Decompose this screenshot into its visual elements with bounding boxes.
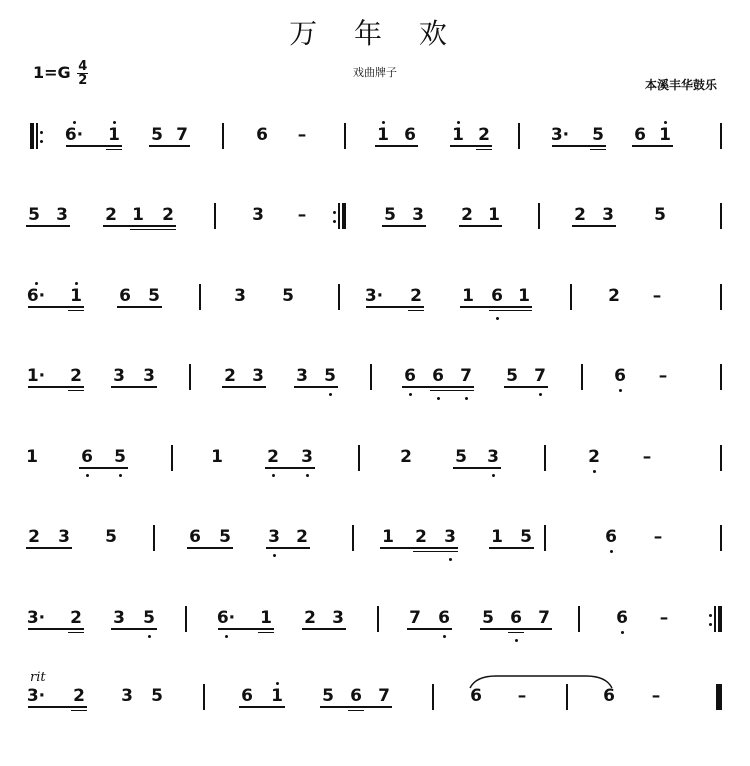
beam-line [408, 310, 424, 312]
beam-line [402, 386, 474, 388]
bar-line [720, 684, 722, 710]
note: 6 [404, 125, 416, 145]
octave-down-dot [593, 470, 596, 473]
beam-line [294, 386, 338, 388]
bar-line [544, 445, 546, 471]
note: 2 [400, 447, 412, 467]
octave-up-dot [664, 121, 667, 124]
bar-line [720, 445, 722, 471]
note: 3 [234, 286, 246, 306]
note: 5 [482, 608, 494, 628]
note: 1 [26, 447, 38, 467]
beam-line [103, 225, 176, 227]
repeat-dot [333, 220, 336, 223]
note: 2 [410, 286, 422, 306]
note: 5 [148, 286, 160, 306]
beam-line [489, 310, 532, 312]
note: – [297, 205, 307, 225]
octave-down-dot [619, 389, 622, 392]
note: – [642, 447, 652, 467]
beam-line [117, 306, 162, 308]
note: 6 [605, 527, 617, 547]
bar-line [203, 684, 205, 710]
note: 5 [654, 205, 666, 225]
bar-line [370, 364, 372, 390]
octave-down-dot [443, 635, 446, 638]
note: 6 [81, 447, 93, 467]
bar-line [352, 525, 354, 551]
bar-line [358, 445, 360, 471]
repeat-dot [40, 140, 43, 143]
note: 7 [378, 686, 390, 706]
note: 3 [301, 447, 313, 467]
octave-down-dot [273, 554, 276, 557]
bar-line [544, 525, 546, 551]
octave-down-dot [119, 474, 122, 477]
note: 6· [64, 125, 84, 145]
octave-down-dot [610, 550, 613, 553]
note: 5 [105, 527, 117, 547]
note: 1 [132, 205, 144, 225]
octave-down-dot [86, 474, 89, 477]
note: 6 [510, 608, 522, 628]
beam-line [187, 547, 233, 549]
bar-line [538, 203, 540, 229]
octave-up-dot [457, 121, 460, 124]
note: 3 [268, 527, 280, 547]
note: 1· [26, 366, 46, 386]
note: 2 [224, 366, 236, 386]
beam-line [68, 632, 84, 634]
bar-line [581, 364, 583, 390]
note: 1 [377, 125, 389, 145]
beam-line [430, 390, 474, 392]
note: 3 [113, 608, 125, 628]
tempo-mark-rit: rit [30, 670, 46, 685]
octave-down-dot [449, 558, 452, 561]
performer-credit: 本溪丰华鼓乐 [644, 78, 717, 92]
note: 2 [588, 447, 600, 467]
note: 3 [143, 366, 155, 386]
note: 1 [659, 125, 671, 145]
note: 1 [518, 286, 530, 306]
note: 6 [189, 527, 201, 547]
bar-line [338, 284, 340, 310]
note: 3 [444, 527, 456, 547]
note: 3 [412, 205, 424, 225]
beam-line [66, 145, 122, 147]
octave-down-dot [272, 474, 275, 477]
bar-line [344, 123, 346, 149]
bar-line [720, 284, 722, 310]
note: 2 [478, 125, 490, 145]
note: 2 [415, 527, 427, 547]
bar-line [518, 123, 520, 149]
note: 3· [364, 286, 384, 306]
note: 1 [462, 286, 474, 306]
octave-down-dot [465, 397, 468, 400]
repeat-end-thin [338, 203, 340, 229]
note: 6· [26, 286, 46, 306]
song-title: 万 年 欢 [289, 17, 461, 50]
beam-line [590, 149, 606, 151]
beam-line [320, 706, 392, 708]
bar-line [720, 525, 722, 551]
note: 5 [151, 686, 163, 706]
note: 6 [119, 286, 131, 306]
note: 3 [58, 527, 70, 547]
beam-line [375, 145, 418, 147]
note: 3· [550, 125, 570, 145]
beam-line [302, 628, 346, 630]
note: 2 [162, 205, 174, 225]
beam-line [348, 710, 364, 712]
note: 7 [534, 366, 546, 386]
bar-line [578, 606, 580, 632]
note: 7 [460, 366, 472, 386]
note: 5 [143, 608, 155, 628]
key-label: 1=G [33, 63, 71, 82]
note: – [653, 527, 663, 547]
octave-down-dot [539, 393, 542, 396]
octave-down-dot [515, 639, 518, 642]
note: 5 [592, 125, 604, 145]
repeat-dot [709, 623, 712, 626]
note: 3 [332, 608, 344, 628]
note: 5 [455, 447, 467, 467]
beam-line [489, 547, 534, 549]
note: – [297, 125, 307, 145]
beam-line [453, 467, 501, 469]
bar-line [222, 123, 224, 149]
note: – [651, 686, 661, 706]
bar-line [377, 606, 379, 632]
note: 6 [616, 608, 628, 628]
bar-line [214, 203, 216, 229]
beam-line [258, 632, 274, 634]
beam-line [28, 386, 84, 388]
note: 6 [614, 366, 626, 386]
beam-line [68, 390, 84, 392]
beam-line [106, 149, 122, 151]
note: 3 [113, 366, 125, 386]
note: 7 [409, 608, 421, 628]
note: 3 [252, 205, 264, 225]
octave-down-dot [306, 474, 309, 477]
note: 5 [219, 527, 231, 547]
note: 1 [108, 125, 120, 145]
bar-line [185, 606, 187, 632]
note: 7 [176, 125, 188, 145]
note: 2 [304, 608, 316, 628]
bar-line [720, 123, 722, 149]
beam-line [28, 628, 84, 630]
beam-line [111, 386, 157, 388]
note: 6 [603, 686, 615, 706]
note: 6 [470, 686, 482, 706]
octave-up-dot [75, 282, 78, 285]
bar-line [720, 203, 722, 229]
octave-down-dot [329, 393, 332, 396]
note: 5 [384, 205, 396, 225]
note: 2 [574, 205, 586, 225]
repeat-end-thick [718, 606, 722, 632]
beam-line [218, 628, 274, 630]
note: 2 [267, 447, 279, 467]
note: 1 [271, 686, 283, 706]
repeat-dot [40, 131, 43, 134]
octave-down-dot [409, 393, 412, 396]
beam-line [380, 547, 458, 549]
note: 3· [26, 686, 46, 706]
beam-line [407, 628, 452, 630]
note: 5 [114, 447, 126, 467]
note: 3 [121, 686, 133, 706]
beam-line [222, 386, 266, 388]
beam-line [130, 229, 176, 231]
beam-line [480, 628, 552, 630]
beam-line [149, 145, 190, 147]
beam-line [504, 386, 548, 388]
note: 1 [488, 205, 500, 225]
beam-line [366, 306, 424, 308]
note: 2 [28, 527, 40, 547]
bar-line [720, 364, 722, 390]
note: 2 [70, 608, 82, 628]
note: 2 [461, 205, 473, 225]
note: 3· [26, 608, 46, 628]
octave-down-dot [621, 631, 624, 634]
note: 2 [73, 686, 85, 706]
note: 6 [241, 686, 253, 706]
note: 5 [324, 366, 336, 386]
beam-line [79, 467, 128, 469]
repeat-dot [333, 211, 336, 214]
beam-line [450, 145, 492, 147]
beam-line [28, 706, 87, 708]
note: 1 [452, 125, 464, 145]
beam-line [266, 547, 310, 549]
note: 6 [634, 125, 646, 145]
octave-up-dot [35, 282, 38, 285]
note: 2 [296, 527, 308, 547]
beam-line [460, 306, 532, 308]
note: 6 [256, 125, 268, 145]
subtitle: 戏曲牌子 [353, 66, 397, 79]
note: – [652, 286, 662, 306]
bar-line [570, 284, 572, 310]
beam-line [632, 145, 673, 147]
note: 2 [105, 205, 117, 225]
beam-line [26, 547, 72, 549]
beam-line [239, 706, 285, 708]
octave-down-dot [496, 317, 499, 320]
note: 5 [520, 527, 532, 547]
note: – [658, 366, 668, 386]
bar-line [153, 525, 155, 551]
beam-line [572, 225, 616, 227]
note: 1 [491, 527, 503, 547]
note: 2 [608, 286, 620, 306]
time-numerator: 4 [78, 59, 88, 74]
note: 3 [56, 205, 68, 225]
note: 6 [491, 286, 503, 306]
bar-line [432, 684, 434, 710]
note: – [517, 686, 527, 706]
bar-line [171, 445, 173, 471]
note: 6 [432, 366, 444, 386]
note: 5 [282, 286, 294, 306]
repeat-end-thin [714, 606, 716, 632]
time-denominator: 2 [78, 73, 88, 88]
beam-line [265, 467, 315, 469]
beam-line [28, 306, 84, 308]
note: 5 [506, 366, 518, 386]
beam-line [459, 225, 502, 227]
bar-line [199, 284, 201, 310]
note: 1 [70, 286, 82, 306]
tie-arc [466, 672, 626, 692]
beam-line [476, 149, 492, 151]
note: 6 [404, 366, 416, 386]
note: – [659, 608, 669, 628]
note: 7 [538, 608, 550, 628]
repeat-start-thin [36, 123, 38, 149]
repeat-dot [709, 614, 712, 617]
octave-up-dot [382, 121, 385, 124]
octave-up-dot [276, 682, 279, 685]
repeat-end-thick [342, 203, 346, 229]
beam-line [68, 310, 84, 312]
note: 6 [350, 686, 362, 706]
octave-down-dot [148, 635, 151, 638]
beam-line [111, 628, 157, 630]
bar-line [189, 364, 191, 390]
repeat-start-thick [30, 123, 34, 149]
note: 3 [252, 366, 264, 386]
note: 2 [70, 366, 82, 386]
note: 3 [296, 366, 308, 386]
beam-line [508, 632, 524, 634]
octave-down-dot [437, 397, 440, 400]
beam-line [71, 710, 87, 712]
octave-down-dot [492, 474, 495, 477]
note: 3 [487, 447, 499, 467]
note: 1 [260, 608, 272, 628]
final-barline [716, 684, 720, 710]
note: 5 [322, 686, 334, 706]
note: 6 [438, 608, 450, 628]
octave-up-dot [73, 121, 76, 124]
note: 6· [216, 608, 236, 628]
octave-down-dot [225, 635, 228, 638]
beam-line [413, 551, 458, 553]
note: 5 [151, 125, 163, 145]
beam-line [552, 145, 606, 147]
beam-line [26, 225, 70, 227]
beam-line [382, 225, 426, 227]
note: 1 [382, 527, 394, 547]
note: 3 [602, 205, 614, 225]
note: 5 [28, 205, 40, 225]
octave-up-dot [113, 121, 116, 124]
note: 1 [211, 447, 223, 467]
